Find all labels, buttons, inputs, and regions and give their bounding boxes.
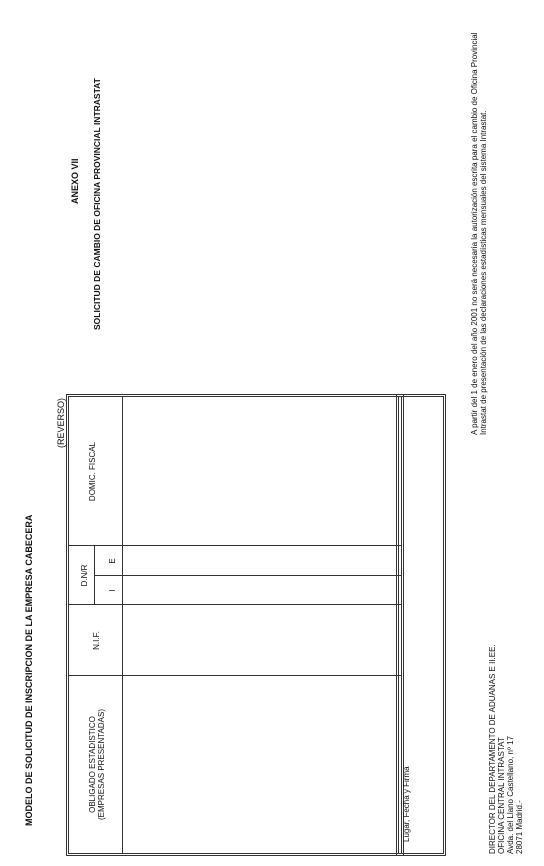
col-i: I xyxy=(108,589,117,592)
lugar-label: Lugar, Fecha y Firma xyxy=(402,766,411,842)
address-block: DIRECTOR DEL DEPARTAMENTO DE ADUANAS E II.EE. OFICINA CENTRAL INTRASTAT Avda. del Llano Castellano, nº 17 28071 Madrid.- xyxy=(488,644,524,854)
col-e: E xyxy=(108,558,117,564)
col-domic: DOMIC. FISCAL xyxy=(88,441,97,502)
col-nif: N.I.F. xyxy=(92,631,101,650)
right-page-title: SOLICITUD DE CAMBIO DE OFICINA PROVINCIAL INTRASTAT xyxy=(92,78,102,330)
annex-label: ANEXO VII xyxy=(70,158,80,204)
col-dnr: D.N/R xyxy=(80,564,89,587)
companies-table xyxy=(66,394,404,856)
right-page-paragraph: A partir del 1 de enero del año 2001 no será necesaria la autorización escrita para el cambio de Oficina Provincial Intrastat de presentación de las declaraciones estadísticas mensuales del sistema Intrastat. xyxy=(470,32,488,435)
left-page-title: MODELO DE SOLICITUD DE INSCRIPCION DE LA EMPRESA CABECERA xyxy=(24,514,34,826)
col-obligado: OBLIGADO ESTADISTICO (EMPRESAS PRESENTADAS) xyxy=(88,709,106,820)
reverso-label: (REVERSO) xyxy=(56,397,66,448)
